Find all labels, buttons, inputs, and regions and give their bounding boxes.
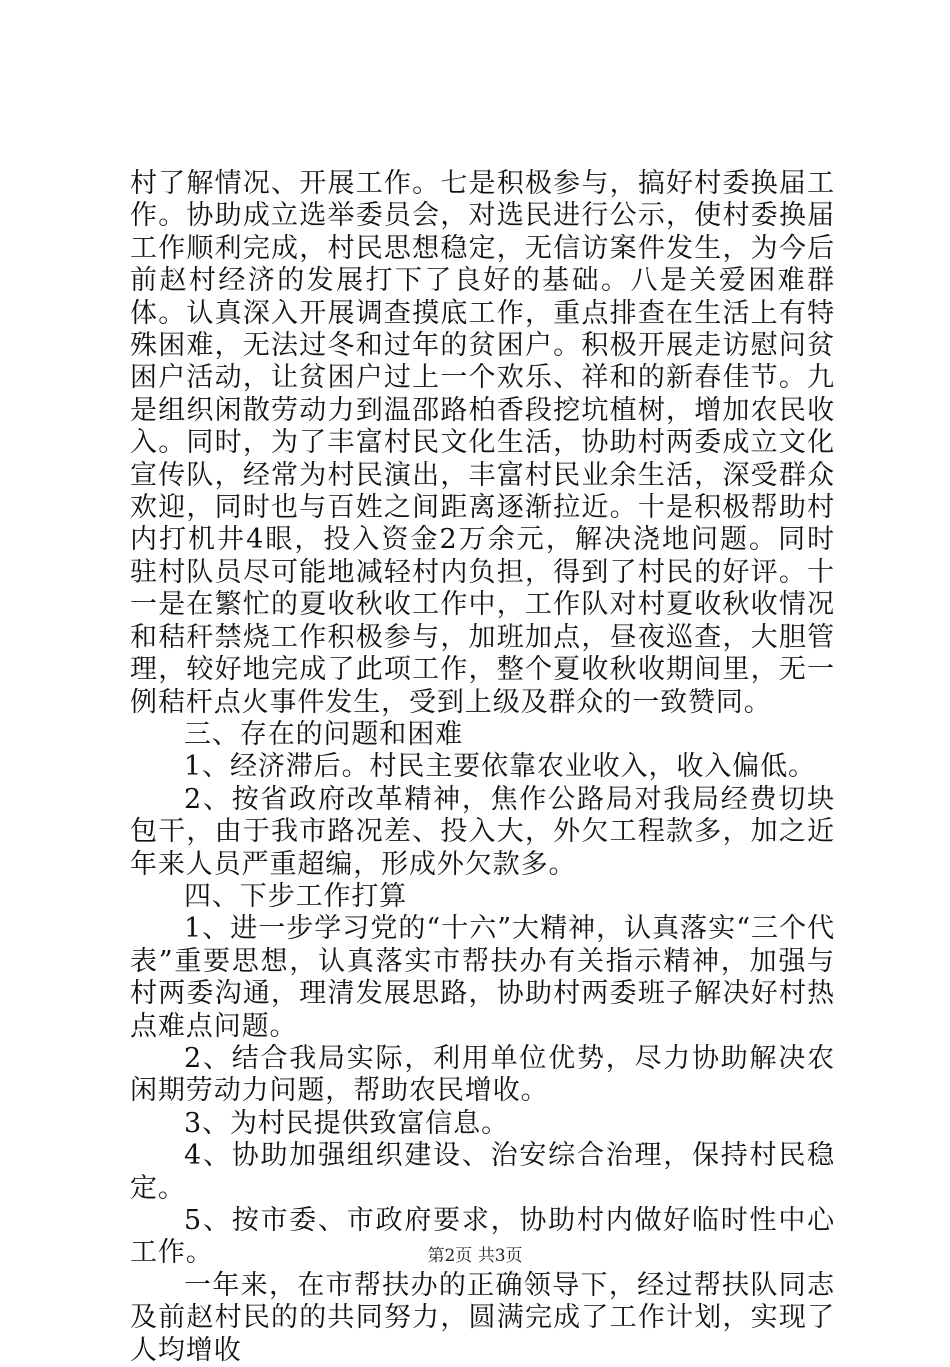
section-heading-next-steps: 四、下步工作打算	[184, 880, 408, 912]
paragraph-plan-5: 5、按市委、市政府要求，协助村内做好临时性中心工作。	[130, 1205, 835, 1269]
paragraph-plan-2: 2、结合我局实际，利用单位优势，尽力协助解决农闲期劳动力问题，帮助农民增收。	[130, 1042, 835, 1107]
document-body	[130, 168, 835, 1367]
page-number-footer: 第2页 共3页	[427, 1246, 523, 1266]
paragraph-problem-2: 2、按省政府改革精神，焦作公路局对我局经费切块包干，由于我市路况差、投入大，外欠工程款多，加之近年来人员严重超编，形成外欠款多。	[130, 783, 835, 880]
paragraph-plan-3: 3、为村民提供致富信息。	[184, 1107, 509, 1139]
paragraph-work-summary-continued: 村了解情况、开展工作。七是积极参与，搞好村委换届工作。协助成立选举委员会，对选民进行公示，使村委换届工作顺利完成，村民思想稳定，无信访案件发生，为今后前赵村经济的发展打下了良好的基础。八是关爱困难群体。认真深入开展调查摸底工作，重点排查在生活上有特殊困难，无法过冬和过年的贫困户。积极开展走访慰问贫困户活动，让贫困户过上一个欢乐、祥和的新春佳节。九是组织闲散劳动力到温邵路柏香段挖坑植树，增加农民收入。同时，为了丰富村民文化生活，协助村两委成立文化宣传队，经常为村民演出，丰富村民业余生活，深受群众欢迎，同时也与百姓之间距离逐渐拉近。十是积极帮助村内打机井4眼，投入资金2万余元，解决浇地问题。同时驻村队员尽可能地减轻村内负担，得到了村民的好评。十一是在繁忙的夏收秋收工作中，工作队对村夏收秋收情况和秸秆禁烧工作积极参与，加班加点，昼夜巡查，大胆管理，较好地完成了此项工作，整个夏收秋收期间里，无一例秸杆点火事件发生，受到上级及群众的一致赞同。	[130, 168, 835, 718]
paragraph-problem-1: 1、经济滞后。村民主要依靠农业收入，收入偏低。	[184, 751, 816, 783]
paragraph-plan-4: 4、协助加强组织建设、治安综合治理，保持村民稳定。	[130, 1140, 835, 1204]
paragraph-conclusion: 一年来，在市帮扶办的正确领导下，经过帮扶队同志及前赵村民的的共同努力，圆满完成了工作计划，实现了人均增收	[130, 1269, 835, 1366]
section-heading-problems: 三、存在的问题和困难	[184, 718, 463, 750]
paragraph-plan-1: 1、进一步学习党的“十六”大精神，认真落实“三个代表”重要思想，认真落实市帮扶办有关指示精神，加强与村两委沟通，理清发展思路，协助村两委班子解决好村热点难点问题。	[130, 913, 835, 1042]
